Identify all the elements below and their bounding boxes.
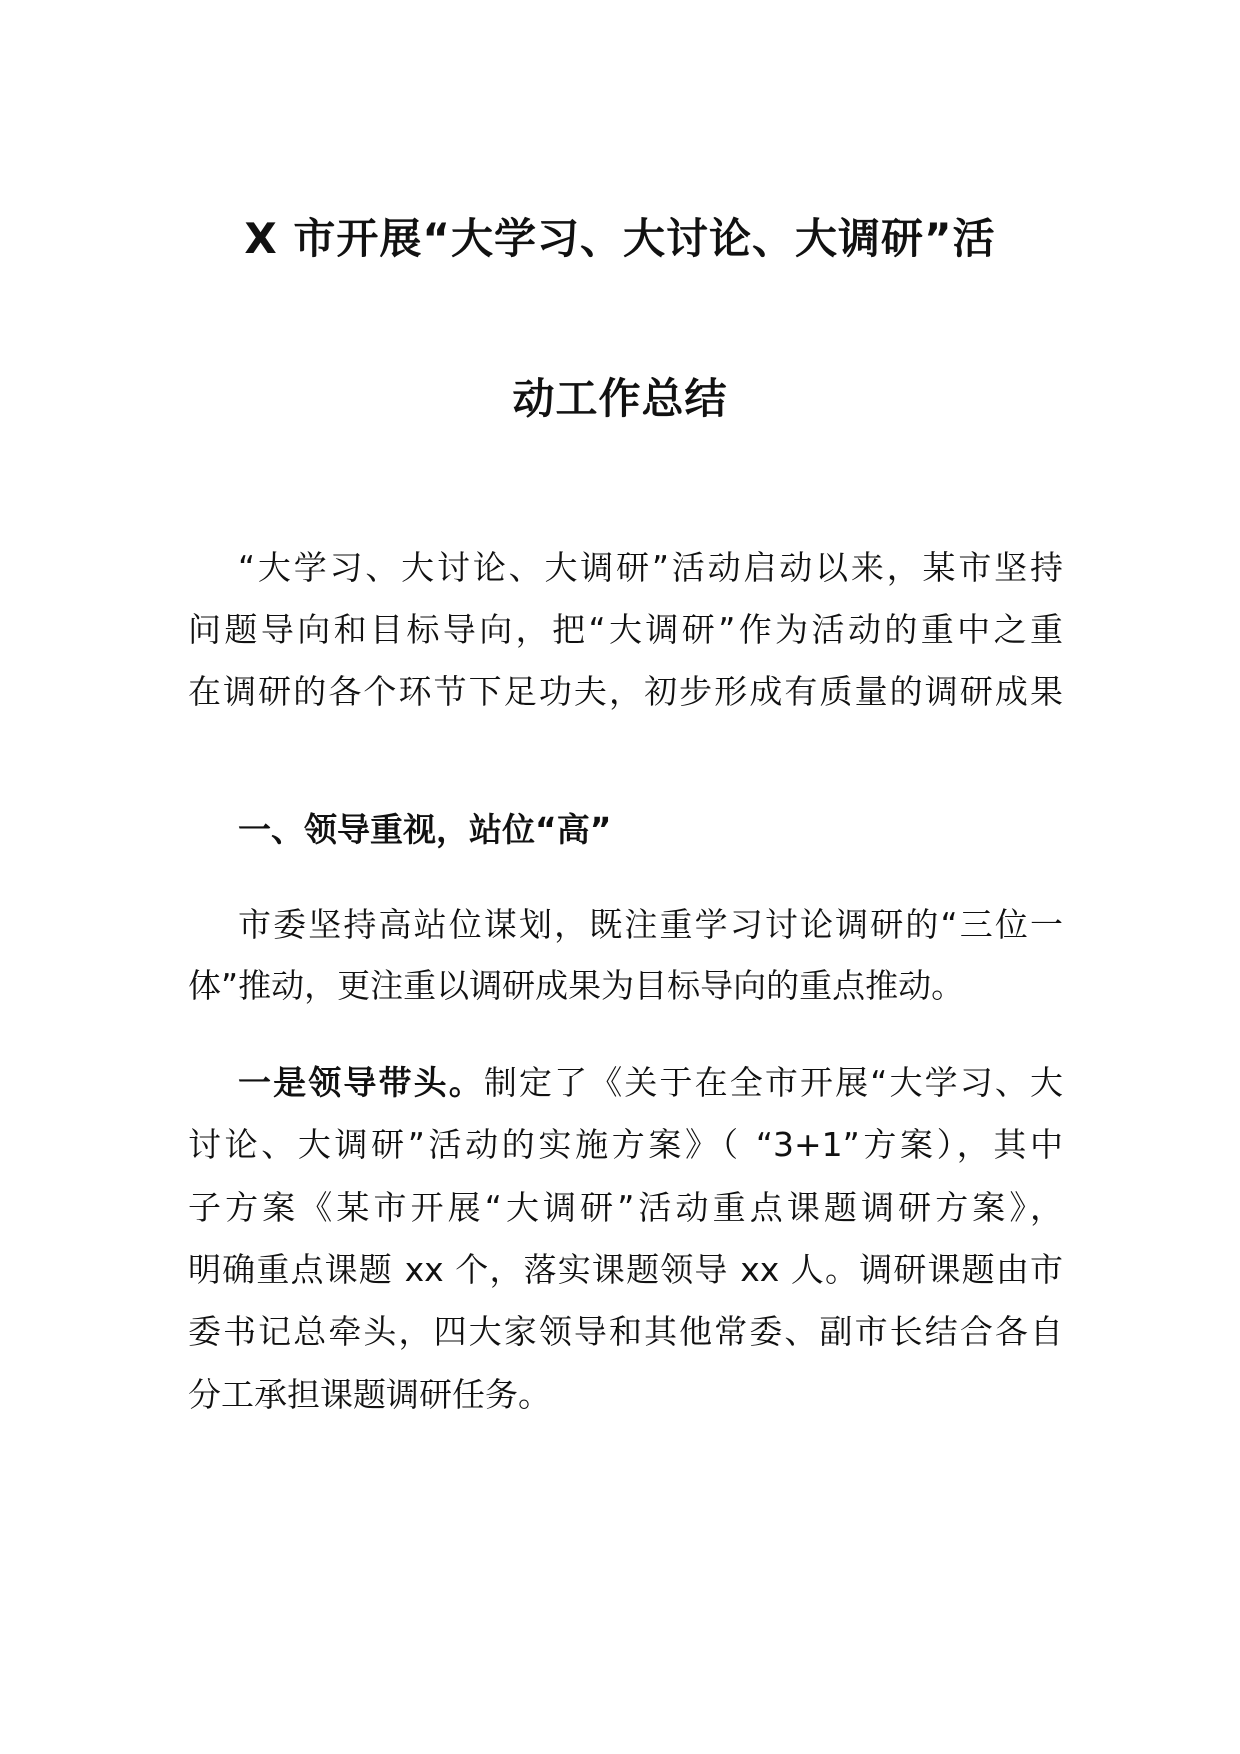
paragraph-line: 委书记总牵头，四大家领导和其他常委、副市长结合各自	[188, 1312, 1063, 1351]
section-heading: 一、领导重视，站位“高”	[238, 810, 612, 849]
paragraph-line: 明确重点课题 xx 个，落实课题领导 xx 人。调研课题由市	[188, 1250, 1063, 1289]
paragraph-line: 体”推动，更注重以调研成果为目标导向的重点推动。	[188, 966, 965, 1005]
paragraph-line: 分工承担课题调研任务。	[188, 1375, 551, 1414]
paragraph-line: 讨论、大调研”活动的实施方案》（ “3+1”方案），其中	[188, 1125, 1063, 1164]
document-title-line-1: X 市开展“大学习、大讨论、大调研”活	[244, 214, 996, 263]
paragraph-line: 市委坚持高站位谋划，既注重学习讨论调研的“三位一	[238, 905, 1063, 944]
paragraph-line: 子方案《某市开展“大调研”活动重点课题调研方案》，	[188, 1188, 1063, 1227]
intro-line: “大学习、大讨论、大调研”活动启动以来，某市坚持	[238, 548, 1063, 587]
point-first-line	[238, 1063, 1063, 1103]
point-text: 制定了《关于在全市开展“大学习、大	[483, 1063, 1063, 1102]
intro-line: 问题导向和目标导向，把“大调研”作为活动的重中之重	[188, 610, 1063, 649]
intro-line: 在调研的各个环节下足功夫，初步形成有质量的调研成果	[188, 672, 1063, 711]
document-title-line-2: 动工作总结	[512, 374, 728, 423]
point-lead: 一是领导带头。	[238, 1063, 484, 1102]
